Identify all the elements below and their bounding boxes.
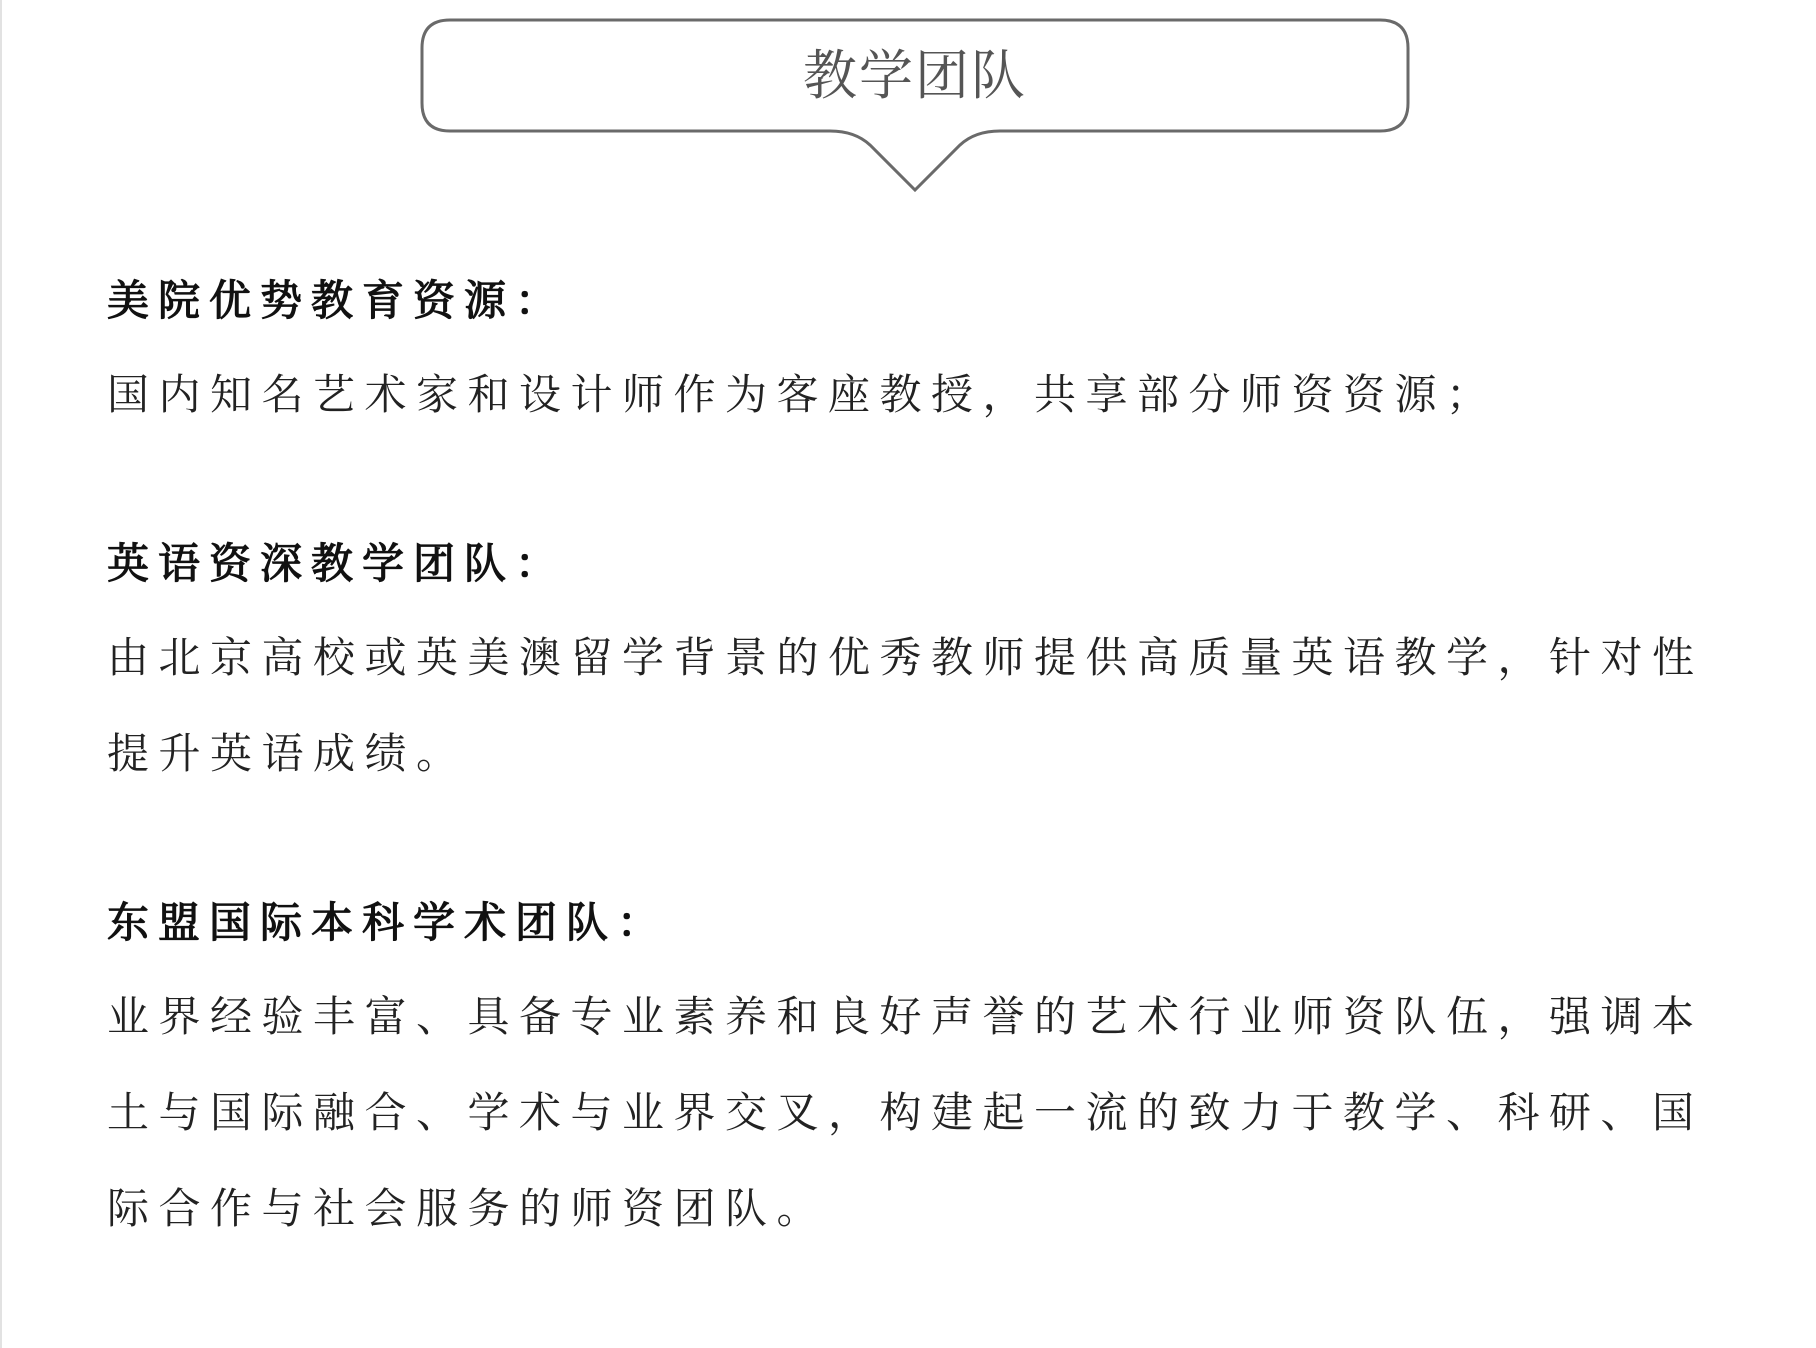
section-heading: 美院优势教育资源： (107, 276, 567, 325)
section-asean-academic-team (107, 892, 1719, 1257)
section-english-teaching-team (107, 533, 1719, 802)
section-art-academy-resources (107, 270, 1719, 443)
section-body: 业界经验丰富、具备专业素养和良好声誉的艺术行业师资队伍，强调本土与国际融合、学术与业界交叉，构建起一流的致力于教学、科研、国际合作与社会服务的师资团队。 (107, 992, 1704, 1233)
section-title-banner (420, 18, 1410, 208)
section-body: 国内知名艺术家和设计师作为客座教授，共享部分师资资源； (107, 370, 1498, 419)
left-edge-rule (0, 0, 2, 1348)
page-title: 教学团队 (803, 44, 1027, 107)
content-area (107, 270, 1719, 1257)
section-heading: 英语资深教学团队： (107, 539, 567, 588)
section-body: 由北京高校或英美澳留学背景的优秀教师提供高质量英语教学，针对性提升英语成绩。 (107, 633, 1704, 778)
section-heading: 东盟国际本科学术团队： (107, 898, 669, 947)
